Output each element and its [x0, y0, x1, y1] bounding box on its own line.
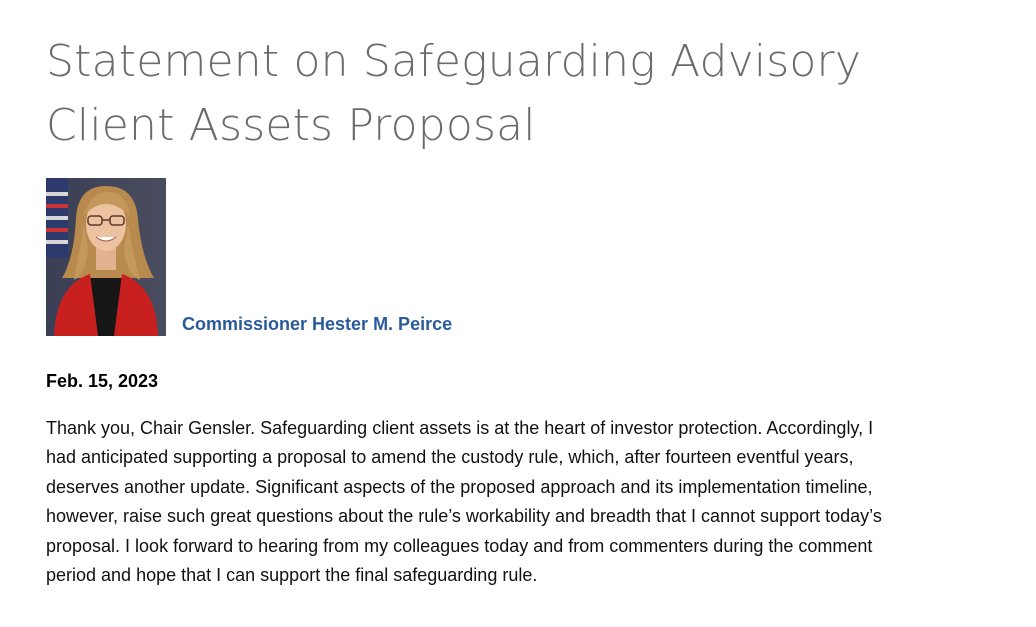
- statement-paragraph: Thank you, Chair Gensler. Safeguarding client assets is at the heart of investor protection. Accordingly, I had anticipated supporting a proposal to amend the custody rule, which, after fourteen eventful years, deserves another update. Significant aspects of the proposed approach and its implementation timeline, however, raise such great questions about the rule’s workability and breadth that I cannot support today’s proposal. I look forward to hearing from my colleagues today and from commenters during the comment period and hope that I can support the final safeguarding rule.: [46, 418, 882, 586]
- statement-page: [46, 30, 946, 586]
- author-photo: [46, 178, 166, 336]
- author-byline: [46, 178, 452, 336]
- page-title: Statement on Safeguarding Advisory Client Assets Proposal: [46, 36, 862, 151]
- author-link[interactable]: Commissioner Hester M. Peirce: [182, 314, 453, 334]
- statement-date: Feb. 15, 2023: [46, 371, 159, 391]
